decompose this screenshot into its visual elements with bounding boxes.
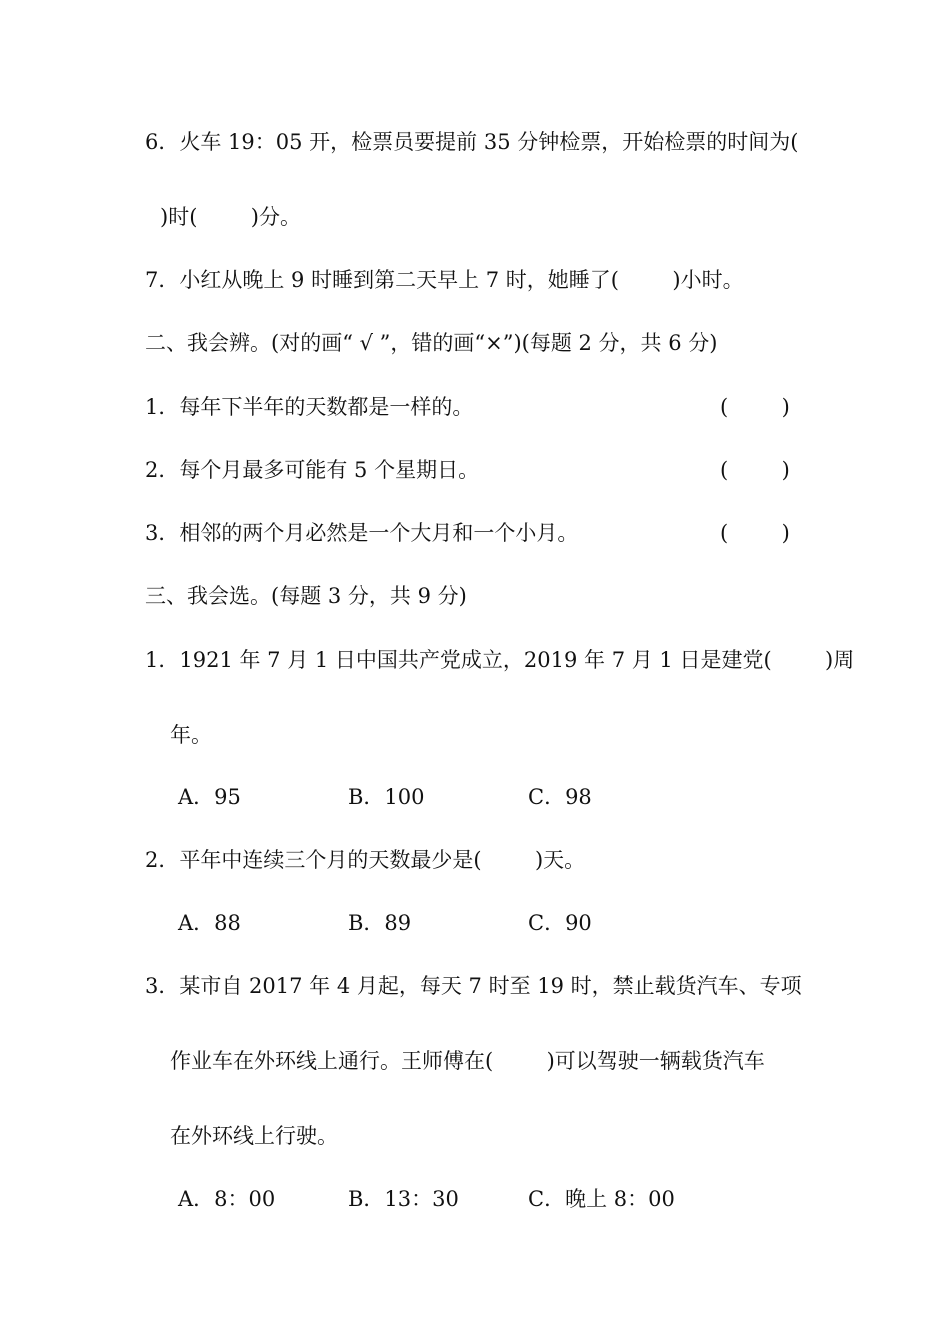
choice-q3-option-a[interactable]: A．8：00: [178, 1187, 276, 1211]
choice-question-1-line2: 年。: [170, 723, 212, 747]
choice-q3-option-b[interactable]: B．13：30: [348, 1187, 459, 1211]
judge-item-1: 1．每年下半年的天数都是一样的。: [145, 395, 474, 419]
judge-answer-box-3[interactable]: ( ): [720, 521, 790, 545]
judge-answer-box-2[interactable]: ( ): [720, 458, 790, 482]
choice-question-3-line1: 3．某市自 2017 年 4 月起，每天 7 时至 19 时，禁止载货汽车、专项: [145, 974, 802, 998]
choice-q2-option-b[interactable]: B．89: [348, 911, 412, 935]
question-7: 7．小红从晚上 9 时睡到第二天早上 7 时，她睡了( )小时。: [145, 268, 744, 292]
choice-q2-option-c[interactable]: C．90: [528, 911, 592, 935]
choice-question-1-line1: 1．1921 年 7 月 1 日中国共产党成立，2019 年 7 月 1 日是建党( )周: [145, 648, 855, 672]
section-2-heading: 二、我会辨。(对的画“ √ ”，错的画“×”)(每题 2 分，共 6 分): [145, 331, 718, 355]
judge-item-2: 2．每个月最多可能有 5 个星期日。: [145, 458, 480, 482]
section-3-heading: 三、我会选。(每题 3 分，共 9 分): [145, 584, 467, 608]
question-6-line1: 6．火车 19：05 开，检票员要提前 35 分钟检票，开始检票的时间为(: [145, 130, 799, 154]
judge-item-3: 3．相邻的两个月必然是一个大月和一个小月。: [145, 521, 579, 545]
choice-q2-option-a[interactable]: A．88: [178, 911, 241, 935]
choice-q1-option-c[interactable]: C．98: [528, 785, 592, 809]
choice-question-3-line2: 作业车在外环线上通行。王师傅在( )可以驾驶一辆载货汽车: [170, 1049, 765, 1073]
choice-q3-option-c[interactable]: C．晚上 8：00: [528, 1187, 675, 1211]
judge-answer-box-1[interactable]: ( ): [720, 395, 790, 419]
choice-q1-option-b[interactable]: B．100: [348, 785, 425, 809]
choice-question-2: 2．平年中连续三个月的天数最少是( )天。: [145, 848, 586, 872]
question-6-line2: )时( )分。: [160, 205, 301, 229]
choice-question-3-line3: 在外环线上行驶。: [170, 1124, 338, 1148]
choice-q1-option-a[interactable]: A．95: [178, 785, 241, 809]
